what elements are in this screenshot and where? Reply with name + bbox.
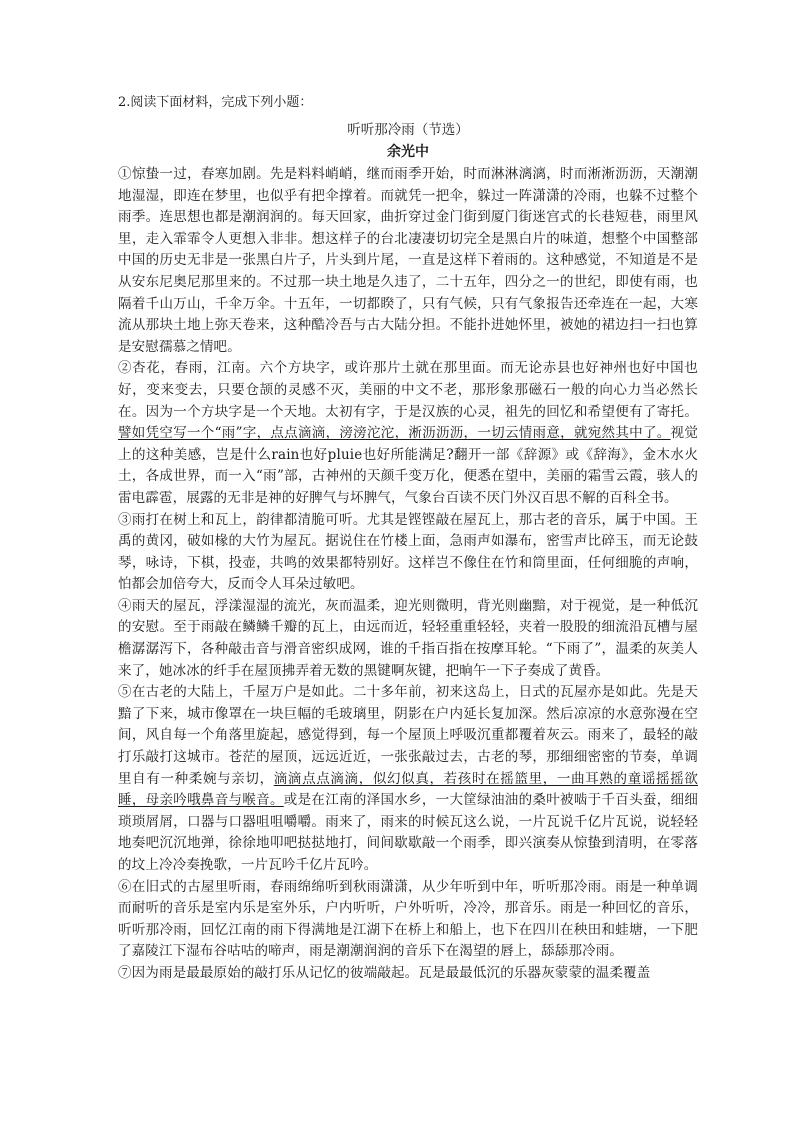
passage-author: 余光中 xyxy=(387,144,429,160)
paragraph-text: 或是在江南的泽国水乡，一大筐绿油油的桑叶被啮于千百头蚕，细细琐琐屑屑，口器与口器咀咀嚼嚼。雨来了，雨来的时候瓦这么说，一片瓦说千亿片瓦说，说轻轻地奏吧沉沉地弹，徐徐地叩吧挞挞地打，间间歇歇敲一个雨季，即兴演奏从惊蛰到清明，在零落的坟上冷冷奏挽歌，一片瓦吟千亿片瓦吟。 xyxy=(118,792,698,873)
paragraph-text: 视觉上的这种美感，岂是什么rain也好pluie也好所能满足?翻开一部《辞源》或《辞海》，金木水火土，各成世界，而一入“雨”部，古神州的天颜千变万化，便悉在望中，美丽的霜雪云霞，骇人的雷电霹雹，展露的无非是神的好脾气与坏脾气，气象台百读不厌门外汉百思不解的百科全书。 xyxy=(118,425,698,506)
question-prompt: 2.阅读下面材料，完成下列小题： xyxy=(118,95,313,110)
paragraph-2 xyxy=(118,358,698,509)
paragraph-text: ①惊蛰一过，春寒加剧。先是料料峭峭，继而雨季开始，时而淋淋漓漓，时而淅淅沥沥，天潮潮地湿湿，即连在梦里，也似乎有把伞撑着。而就凭一把伞，躲过一阵潇潇的冷雨，也躲不过整个雨季。连思想也都是潮润润的。每天回家，曲折穿过金门街到厦门街迷宫式的长巷短巷，雨里风里，走入霏霏令人更想入非非。想这样子的台北凄凄切切完全是黑白片的味道，想整个中国整部中国的历史无非是一张黑白片子，片头到片尾，一直是这样下着雨的。这种感觉，不知道是不是从安东尼奥尼那里来的。不过那一块土地是久违了，二十五年，四分之一的世纪，即使有雨，也隔着千山万山，千伞万伞。十五年，一切都睽了，只有气候，只有气象报告还牵连在一起，大寒流从那块土地上弥天卷来，这种酷冷吾与古大陆分担。不能扑进她怀里，被她的裙边扫一扫也算是安慰孺慕之情吧。 xyxy=(118,166,698,355)
underlined-sentence: 譬如凭空写一个“雨”字，点点滴滴，滂滂沱沱，淅沥沥沥，一切云情雨意，就宛然其中了。 xyxy=(118,425,671,442)
paragraph-text: ②杏花，春雨，江南。六个方块字，或许那片土就在那里面。而无论赤县也好神州也好中国也好，变来变去，只要仓颉的灵感不灭，美丽的中文不老，那形象那磁石一般的向心力当必然长在。因为一个方块字是一个天地。太初有字，于是汉族的心灵，祖先的回忆和希望便有了寄托。 xyxy=(118,360,698,420)
document-page xyxy=(118,92,698,985)
paragraph-text: ⑤在古老的大陆上，千屋万户是如此。二十多年前，初来这岛上，日式的瓦屋亦是如此。先是天黯了下来，城市像罩在一块巨幅的毛玻璃里，阴影在户内延长复加深。然后凉凉的水意弥漫在空间，风自每一个角落里旋起，感觉得到，每一个屋顶上呼吸沉重都覆着灰云。雨来了，最轻的敲打乐敲打这城市。苍茫的屋顶，远远近近，一张张敲过去，古老的琴，那细细密密的节奏，单调里自有一种柔婉与亲切， xyxy=(118,684,698,787)
paragraph-4 xyxy=(118,596,698,682)
paragraph-1 xyxy=(118,164,698,358)
paragraph-text: ④雨天的屋瓦，浮漾湿湿的流光，灰而温柔，迎光则微明，背光则幽黯，对于视觉，是一种低沉的安慰。至于雨敲在鳞鳞千瓣的瓦上，由远而近，轻轻重重轻轻，夹着一股股的细流沿瓦槽与屋檐潺潺泻下，各种敲击音与滑音密织成网，谁的千指百指在按摩耳轮。“下雨了”，温柔的灰美人来了，她冰冰的纤手在屋顶拂弄着无数的黑键啊灰键，把晌午一下子奏成了黄昏。 xyxy=(118,597,698,679)
passage-body xyxy=(118,164,698,985)
passage-title: 听听那冷雨（节选） xyxy=(347,122,469,138)
paragraph-7 xyxy=(118,963,698,985)
paragraph-6 xyxy=(118,877,698,963)
paragraph-5 xyxy=(118,682,698,876)
paragraph-text: ③雨打在树上和瓦上，韵律都清脆可听。尤其是铿铿敲在屋瓦上，那古老的音乐，属于中国。王禹的黄冈，破如椽的大竹为屋瓦。据说住在竹楼上面，急雨声如瀑布，密雪声比碎玉，而无论鼓琴，咏诗，下棋，投壶，共鸣的效果都特别好。这样岂不像住在竹和筒里面，任何细脆的声响，怕都会加倍夸大，反而令人耳朵过敏吧。 xyxy=(118,511,698,593)
paragraph-3 xyxy=(118,510,698,596)
underlined-sentence: 滴滴点点滴滴，似幻似真，若孩时在摇篮里，一曲耳熟的童谣摇摇欲睡，母亲吟哦鼻音与喉音。 xyxy=(118,770,698,809)
paragraph-text: ⑥在旧式的古屋里听雨，春雨绵绵听到秋雨潇潇，从少年听到中年，听听那冷雨。雨是一种单调而耐听的音乐是室内乐是室外乐，户内听听，户外听听，冷冷，那音乐。雨是一种回忆的音乐，听听那冷雨，回忆江南的雨下得满地是江湖下在桥上和船上，也下在四川在秧田和蛙塘，一下肥了嘉陵江下湿布谷咕咕的啼声，雨是潮潮润润的音乐下在渴望的唇上，舔舔那冷雨。 xyxy=(118,878,698,960)
paragraph-text: ⑦因为雨是最最原始的敲打乐从记忆的彼端敲起。瓦是最最低沉的乐器灰蒙蒙的温柔覆盖 xyxy=(118,964,651,981)
